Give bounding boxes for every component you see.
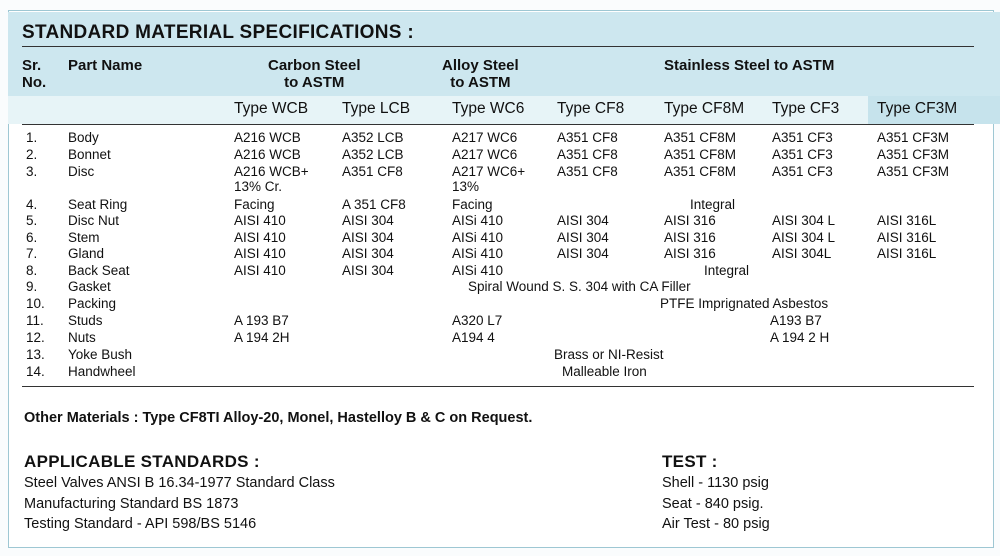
cell-cf3: A 194 2 H <box>770 330 830 345</box>
header-alloy-steel <box>442 57 519 91</box>
cell-cf3: A351 CF3 <box>772 130 833 145</box>
row-no: 8. <box>26 263 38 278</box>
table-bottom-rule <box>22 386 974 387</box>
cell-cf8: AISI 304 <box>557 246 609 261</box>
row-no: 7. <box>26 246 38 261</box>
table-top-rule <box>22 124 974 125</box>
row-part: Disc Nut <box>68 213 120 228</box>
row-part: Gland <box>68 246 105 261</box>
row-part: Yoke Bush <box>68 347 133 362</box>
cell-wc6: A217 WC6 <box>452 147 518 162</box>
cell-wc6: AISi 410 <box>452 230 504 245</box>
row-no: 13. <box>26 347 45 362</box>
row-no: 2. <box>26 147 38 162</box>
row-part: Handwheel <box>68 364 136 379</box>
header-sr-line1: Sr. <box>22 57 42 74</box>
row-part: Back Seat <box>68 263 130 278</box>
cell-cf3m: AISI 316L <box>877 213 937 228</box>
row-no: 3. <box>26 164 38 179</box>
cell-lcb: AISI 304 <box>342 246 394 261</box>
type-cf3m: Type CF3M <box>877 100 958 117</box>
cell-cf8: A351 CF8 <box>557 147 618 162</box>
header-alloy-line2: to ASTM <box>450 74 511 91</box>
row-no: 12. <box>26 330 45 345</box>
row-no: 4. <box>26 197 38 212</box>
cell-wcb: A216 WCB+ <box>234 164 309 179</box>
row-part: Nuts <box>68 330 96 345</box>
cell-cf3m: A351 CF3M <box>877 147 950 162</box>
title-rule <box>22 46 974 47</box>
cell-lcb: AISI 304 <box>342 230 394 245</box>
test-heading: TEST : <box>662 452 718 471</box>
row-part: Studs <box>68 313 103 328</box>
cell-wcb-line2: 13% Cr. <box>234 179 283 194</box>
cell-cf8m: AISI 316 <box>664 246 716 261</box>
header-carbon-line2: to ASTM <box>284 74 345 91</box>
cell-cf8: AISI 304 <box>557 213 609 228</box>
cell-cf8m: AISI 316 <box>664 213 716 228</box>
cell-cf8m: A351 CF8M <box>664 147 737 162</box>
type-wcb: Type WCB <box>234 100 309 117</box>
cell-cf8m: A351 CF8M <box>664 130 737 145</box>
cell-wcb: AISI 410 <box>234 230 286 245</box>
type-cf8: Type CF8 <box>557 100 625 117</box>
cell-lcb: AISI 304 <box>342 263 394 278</box>
cell-span: PTFE Imprignated Asbestos <box>660 296 829 311</box>
row-no: 5. <box>26 213 38 228</box>
cell-span: Brass or NI-Resist <box>554 347 664 362</box>
cell-cf3m: AISI 316L <box>877 230 937 245</box>
cell-wc6: AISi 410 <box>452 213 504 228</box>
cell-span: Integral <box>704 263 750 278</box>
test-line: Air Test - 80 psig <box>662 516 770 532</box>
cell-wc6: AISi 410 <box>452 246 504 261</box>
row-no: 10. <box>26 296 45 311</box>
type-cf8m: Type CF8M <box>664 100 745 117</box>
cell-cf8: A351 CF8 <box>557 130 618 145</box>
cell-cf3: A351 CF3 <box>772 164 833 179</box>
other-materials-note: Other Materials : Type CF8TI Alloy-20, Monel, Hastelloy B & C on Request. <box>24 410 533 426</box>
cell-wcb: A216 WCB <box>234 147 301 162</box>
cell-wcb: AISI 410 <box>234 246 286 261</box>
cell-lcb: A352 LCB <box>342 130 404 145</box>
row-part: Disc <box>68 164 95 179</box>
cell-span: Integral <box>690 197 736 212</box>
row-part: Body <box>68 130 99 145</box>
header-alloy-line1: Alloy Steel <box>442 57 519 74</box>
cell-cf3: A351 CF3 <box>772 147 833 162</box>
standard-line: Steel Valves ANSI B 16.34-1977 Standard Class <box>24 475 335 491</box>
cell-wcb: A 194 2H <box>234 330 290 345</box>
cell-wc6: A217 WC6 <box>452 130 518 145</box>
header-sr-line2: No. <box>22 74 47 91</box>
row-no: 6. <box>26 230 38 245</box>
test-line: Seat - 840 psig. <box>662 496 764 512</box>
cell-wc6: A320 L7 <box>452 313 503 328</box>
cell-wcb: A216 WCB <box>234 130 301 145</box>
cell-cf3: AISI 304 L <box>772 213 836 228</box>
cell-wcb: A 193 B7 <box>234 313 289 328</box>
cell-lcb: A352 LCB <box>342 147 404 162</box>
standard-line: Manufacturing Standard BS 1873 <box>24 496 239 512</box>
row-no: 11. <box>26 313 44 328</box>
header-carbon-line1: Carbon Steel <box>268 57 361 74</box>
cell-cf8: AISI 304 <box>557 230 609 245</box>
row-part: Gasket <box>68 279 111 294</box>
cell-lcb: A 351 CF8 <box>342 197 406 212</box>
type-cf3: Type CF3 <box>772 100 840 117</box>
cell-wc6: A217 WC6+ <box>452 164 526 179</box>
applicable-standards-heading: APPLICABLE STANDARDS : <box>24 452 260 471</box>
cell-cf3m: AISI 316L <box>877 246 937 261</box>
cell-wcb: Facing <box>234 197 275 212</box>
cell-cf8m: A351 CF8M <box>664 164 737 179</box>
standard-line: Testing Standard - API 598/BS 5146 <box>24 516 257 532</box>
row-no: 9. <box>26 279 38 294</box>
cell-wcb: AISI 410 <box>234 263 286 278</box>
row-part: Packing <box>68 296 117 311</box>
cell-span: Malleable Iron <box>562 364 647 379</box>
cell-cf3: AISI 304L <box>772 246 832 261</box>
cell-wc6: AISi 410 <box>452 263 504 278</box>
test-line: Shell - 1130 psig <box>662 475 769 491</box>
header-stainless-steel: Stainless Steel to ASTM <box>664 57 835 74</box>
header-sr <box>22 57 46 91</box>
row-part: Seat Ring <box>68 197 128 212</box>
row-no: 1. <box>26 130 38 145</box>
row-part: Bonnet <box>68 147 111 162</box>
cell-lcb: AISI 304 <box>342 213 394 228</box>
type-lcb: Type LCB <box>342 100 411 117</box>
cell-cf3m: A351 CF3M <box>877 130 950 145</box>
header-part-name: Part Name <box>68 57 143 74</box>
cell-lcb: A351 CF8 <box>342 164 403 179</box>
cell-wc6: Facing <box>452 197 493 212</box>
cell-cf3: AISI 304 L <box>772 230 836 245</box>
cell-wcb: AISI 410 <box>234 213 286 228</box>
cell-cf8: A351 CF8 <box>557 164 618 179</box>
row-no: 14. <box>26 364 45 379</box>
row-part: Stem <box>68 230 100 245</box>
cell-wc6: A194 4 <box>452 330 495 345</box>
page-title: STANDARD MATERIAL SPECIFICATIONS : <box>22 22 414 43</box>
header-carbon-steel <box>268 57 361 91</box>
cell-cf8m: AISI 316 <box>664 230 716 245</box>
cell-cf3m: A351 CF3M <box>877 164 950 179</box>
cell-span: Spiral Wound S. S. 304 with CA Filler <box>468 279 691 294</box>
cell-cf3: A193 B7 <box>770 313 822 328</box>
cell-wc6-line2: 13% <box>452 179 480 194</box>
type-wc6: Type WC6 <box>452 100 525 117</box>
